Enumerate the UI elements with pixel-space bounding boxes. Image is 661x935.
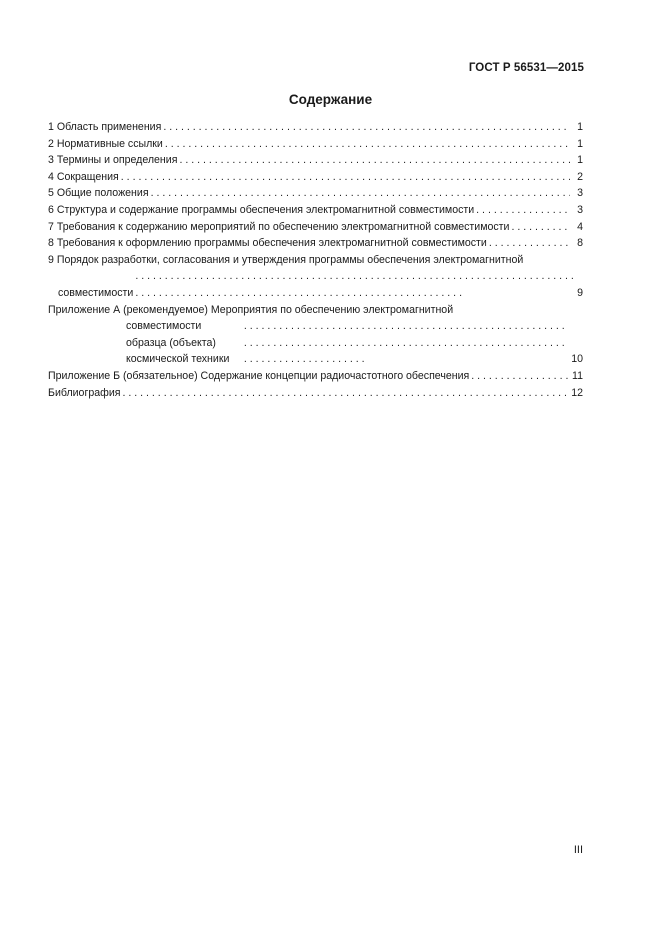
toc-entry-page: 1 [577, 154, 583, 167]
toc-entry-page: 8 [577, 237, 583, 250]
toc-entry-page: 9 [577, 286, 583, 299]
toc-entry-2[interactable] [48, 136, 583, 153]
toc-entry-9[interactable] [48, 252, 583, 302]
page-number: III [573, 844, 583, 856]
toc-entry-page: 10 [571, 353, 583, 366]
toc-entry-label: 2 Нормативные ссылки [48, 137, 163, 150]
toc-entry-6[interactable] [48, 202, 583, 219]
dot-leader [163, 119, 570, 136]
toc-entry-label-continuation: совместимости образца (объекта) космической техники [126, 320, 230, 366]
toc-entry-label: 6 Структура и содержание программы обеспечения электромагнитной совместимости [48, 203, 475, 216]
dot-leader [121, 169, 570, 186]
toc-entry-label: 1 Область применения [48, 121, 162, 133]
dot-leader [489, 235, 570, 252]
toc-entry-label: Библиография [48, 386, 121, 399]
toc-entry-page: 4 [577, 220, 583, 233]
toc-entry-page: 1 [577, 121, 583, 133]
dot-leader [179, 152, 570, 169]
standard-designation: ГОСТ Р 56531—2015 [468, 62, 584, 74]
dot-leader [165, 136, 570, 153]
dot-leader [135, 268, 574, 301]
toc-entry-label: 5 Общие положения [48, 187, 149, 200]
dot-leader [122, 385, 568, 402]
toc-entry-4[interactable] [48, 169, 583, 186]
toc-entry-label: 4 Сокращения [48, 170, 119, 183]
toc-entry-label: 9 Порядок разработки, согласования и утверждения программы обеспечения электромагнитной [48, 253, 524, 266]
toc-entry-page: 12 [571, 386, 583, 399]
toc-entry-1[interactable] [48, 119, 583, 136]
dot-leader [476, 202, 570, 219]
table-of-contents [48, 119, 583, 401]
toc-entry-label: Приложение А (рекомендуемое) Мероприятия по обеспечению электромагнитной [48, 303, 454, 316]
dot-leader [151, 185, 570, 202]
toc-entry-label: 8 Требования к оформлению программы обеспечения электромагнитной совместимости [48, 237, 487, 250]
toc-entry-label: 7 Требования к содержанию мероприятий по обеспечению электромагнитной совместимости [48, 220, 510, 233]
toc-entry-page: 1 [577, 137, 583, 150]
toc-entry-page: 3 [577, 187, 583, 200]
toc-entry-label: 3 Термины и определения [48, 154, 178, 167]
toc-entry-label-continuation: совместимости [58, 286, 134, 299]
toc-entry-3[interactable] [48, 152, 583, 169]
toc-entry-bibliography[interactable] [48, 385, 583, 402]
toc-entry-page: 2 [577, 170, 583, 183]
dot-leader [244, 318, 568, 368]
toc-entry-8[interactable] [48, 235, 583, 252]
dot-leader [471, 368, 569, 385]
toc-entry-page: 3 [577, 203, 583, 216]
toc-title: Содержание [288, 92, 373, 107]
toc-entry-appendix-b[interactable] [48, 368, 583, 385]
toc-entry-7[interactable] [48, 219, 583, 236]
toc-entry-5[interactable] [48, 185, 583, 202]
toc-entry-page: 11 [572, 369, 583, 382]
dot-leader [511, 219, 570, 236]
toc-entry-label: Приложение Б (обязательное) Содержание концепции радиочастотного обеспечения [48, 369, 470, 382]
toc-entry-appendix-a[interactable] [48, 302, 583, 368]
